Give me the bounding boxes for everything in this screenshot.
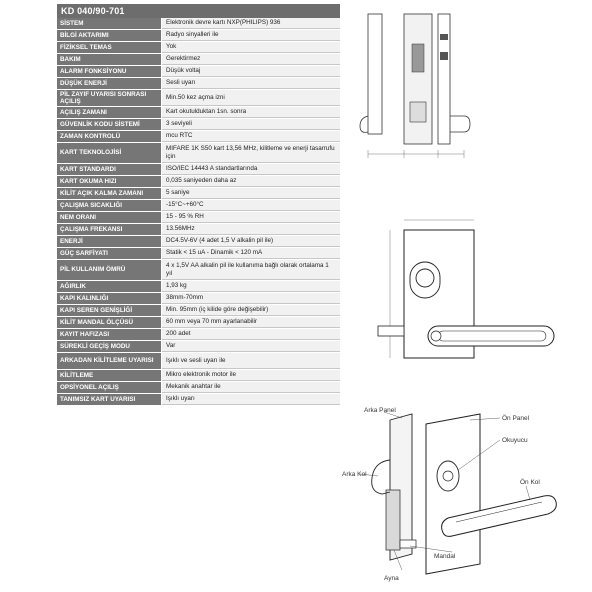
- spec-key: FİZİKSEL TEMAS: [57, 42, 162, 53]
- latch-block: [410, 102, 426, 122]
- label-ayna: Ayna: [384, 575, 399, 582]
- spec-key: ENERJİ: [57, 236, 162, 247]
- spec-value: mcu RTC: [162, 131, 340, 142]
- latch-shape: [400, 540, 416, 548]
- spec-row: [57, 143, 340, 164]
- reader-shape: [437, 461, 459, 491]
- spec-key: NEM ORANI: [57, 212, 162, 223]
- spec-key: KİLİTLEME: [57, 370, 162, 381]
- spec-key: TANIMSIZ KART UYARISI: [57, 394, 162, 405]
- latch-bolt: [378, 326, 404, 336]
- spec-key: GÜÇ SARFİYATI: [57, 248, 162, 259]
- spec-value: 4 x 1,5V AA alkalin pil ile kullanıma bağlı olarak ortalama 1 yıl: [162, 260, 340, 280]
- spec-row: [57, 382, 340, 394]
- spec-key: KAPI KALINLIĞI: [57, 293, 162, 304]
- lock-side-view-drawing: [352, 4, 588, 174]
- spec-row: [57, 293, 340, 305]
- spec-row: [57, 305, 340, 317]
- spec-value: 15 - 95 % RH: [162, 212, 340, 223]
- spec-value: Var: [162, 341, 340, 352]
- spec-value: 3 seviyeli: [162, 119, 340, 130]
- back-handle-shape: [372, 460, 390, 494]
- spec-row: [57, 260, 340, 281]
- spec-row: [57, 131, 340, 143]
- spec-row: [57, 66, 340, 78]
- spec-key: SİSTEM: [57, 18, 162, 29]
- spec-row: [57, 200, 340, 212]
- spec-value: 1,93 kg: [162, 281, 340, 292]
- spec-value: Elektronik devre kartı NXP(PHILIPS) 936: [162, 18, 340, 29]
- spec-row: [57, 370, 340, 382]
- spec-key: PİL KULLANIM ÖMRÜ: [57, 260, 162, 280]
- spec-value: Düşük voltaj: [162, 66, 340, 77]
- spec-row: [57, 176, 340, 188]
- lock-exploded-view-drawing: [340, 400, 588, 588]
- spec-row: [57, 90, 340, 107]
- spec-value: 38mm-70mm: [162, 293, 340, 304]
- spec-value: Mikro elektronik motor ile: [162, 370, 340, 381]
- spec-table-title: KD 040/90-701: [57, 4, 340, 18]
- door-section: [404, 14, 432, 144]
- reader-slot: [440, 34, 448, 40]
- spec-key: BİLGİ AKTARIMI: [57, 30, 162, 41]
- spec-key: KART STANDARDI: [57, 164, 162, 175]
- spec-row: [57, 42, 340, 54]
- spec-key: DÜŞÜK ENERJİ: [57, 78, 162, 89]
- spec-key: AÇILIŞ ZAMANI: [57, 107, 162, 118]
- spec-key: PİL ZAYIF UYARISI SONRASI AÇILIŞ: [57, 90, 162, 106]
- spec-row: [57, 164, 340, 176]
- spec-key: GÜVENLİK KODU SİSTEMİ: [57, 119, 162, 130]
- lock-body-shape: [386, 490, 400, 550]
- spec-value: Gerektirmez: [162, 54, 340, 65]
- spec-row: [57, 119, 340, 131]
- spec-value: MIFARE 1K S50 kart 13,56 MHz, kilitleme ve enerji tasarrufu için: [162, 143, 340, 163]
- back-plate-outline: [368, 14, 382, 134]
- spec-key: SÜREKLİ GEÇİŞ MODU: [57, 341, 162, 352]
- label-arka-panel: Arka Panel: [364, 407, 396, 414]
- spec-key: KART OKUMA HIZI: [57, 176, 162, 187]
- spec-key: KAYIT HAFIZASI: [57, 329, 162, 340]
- spec-key: KART TEKNOLOJİSİ: [57, 143, 162, 163]
- spec-value: 5 saniye: [162, 188, 340, 199]
- label-arka-kol: Arka Kol: [342, 471, 367, 478]
- spec-key: ZAMAN KONTROLÜ: [57, 131, 162, 142]
- spec-row: [57, 394, 340, 406]
- spec-key: ARKADAN KİLİTLEME UYARISI: [57, 353, 162, 369]
- spec-value: Statik < 15 uA - Dinamik < 120 mA: [162, 248, 340, 259]
- spec-value: Min. 95mm (iç kilide göre değişebilir): [162, 305, 340, 316]
- spec-row: [57, 54, 340, 66]
- spec-value: Yok: [162, 42, 340, 53]
- spec-row: [57, 248, 340, 260]
- spec-table: [57, 4, 340, 406]
- front-panel-shape: [426, 414, 480, 574]
- handle-rosette: [431, 331, 441, 341]
- spec-row: [57, 107, 340, 119]
- spec-key: ALARM FONKSİYONU: [57, 66, 162, 77]
- spec-value: -15°C~+60°C: [162, 200, 340, 211]
- spec-row: [57, 341, 340, 353]
- spec-value: 200 adet: [162, 329, 340, 340]
- mortise-lock-body: [412, 44, 424, 72]
- spec-value: DC4.5V-6V (4 adet 1,5 V alkalin pil ile): [162, 236, 340, 247]
- spec-value: 13.56MHz: [162, 224, 340, 235]
- front-handle-outline: [450, 116, 470, 132]
- spec-row: [57, 212, 340, 224]
- spec-row: [57, 317, 340, 329]
- spec-value: Sesli uyarı: [162, 78, 340, 89]
- spec-key: AĞIRLIK: [57, 281, 162, 292]
- spec-value: Mekanik anahtar ile: [162, 382, 340, 393]
- front-handle: [428, 326, 554, 346]
- spec-key: ÇALIŞMA FREKANSI: [57, 224, 162, 235]
- spec-key: KİLİT MANDAL ÖLÇÜSÜ: [57, 317, 162, 328]
- spec-row: [57, 236, 340, 248]
- label-on-kol: Ön Kol: [520, 479, 540, 486]
- spec-row: [57, 329, 340, 341]
- spec-row: [57, 18, 340, 30]
- spec-key: ÇALIŞMA SICAKLIĞI: [57, 200, 162, 211]
- lock-front-view-drawing: [340, 208, 588, 388]
- reader-circle: [416, 269, 434, 287]
- spec-row: [57, 78, 340, 90]
- spec-key: KAPI SEREN GENİŞLİĞİ: [57, 305, 162, 316]
- spec-value: 0,035 saniyeden daha az: [162, 176, 340, 187]
- spec-row: [57, 281, 340, 293]
- front-plate-outline: [438, 14, 450, 144]
- spec-row: [57, 224, 340, 236]
- label-mandal: Mandal: [434, 553, 456, 560]
- label-on-panel: Ön Panel: [502, 415, 530, 422]
- spec-value: Işıklı ve sesli uyarı ile: [162, 353, 340, 369]
- spec-rows: [57, 18, 340, 406]
- spec-value: 60 mm veya 70 mm ayarlanabilir: [162, 317, 340, 328]
- label-okuyucu: Okuyucu: [502, 437, 528, 444]
- spec-key: OPSİYONEL AÇILIŞ: [57, 382, 162, 393]
- spec-row: [57, 30, 340, 42]
- spec-value: ISO/IEC 14443 A standartlarında: [162, 164, 340, 175]
- spec-value: Işıklı uyarı: [162, 394, 340, 405]
- spec-value: Radyo sinyalleri ile: [162, 30, 340, 41]
- spec-key: KİLİT AÇIK KALMA ZAMANI: [57, 188, 162, 199]
- spec-row: [57, 353, 340, 370]
- spec-value: Kart okutulduktan 1sn. sonra: [162, 107, 340, 118]
- key-slot: [440, 52, 448, 60]
- spec-row: [57, 188, 340, 200]
- spec-value: Min.50 kez açma izni: [162, 90, 340, 106]
- back-handle-outline: [360, 116, 368, 132]
- spec-key: BAKIM: [57, 54, 162, 65]
